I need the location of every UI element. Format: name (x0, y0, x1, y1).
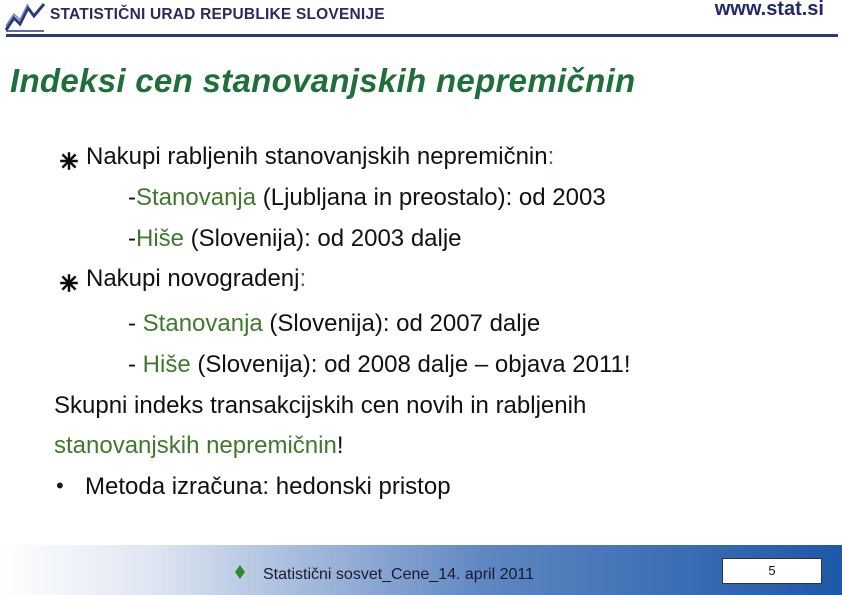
sub-bullet-hise-nove (128, 351, 631, 379)
sub-bullet-detail: (Slovenija): od 2007 dalje (262, 310, 541, 337)
page-number: 5 (722, 558, 822, 584)
sub-bullet-stanovanja-rabljena (128, 184, 606, 212)
header-bar (0, 0, 842, 42)
website-url[interactable]: www.stat.si (714, 0, 824, 20)
bullet-novogradnje (86, 265, 306, 293)
bullet-rabljene-colon: : (547, 143, 555, 170)
sub-bullet-detail: (Slovenija): od 2008 dalje – objava 2011! (190, 351, 631, 378)
bullet-novogradnje-heading: Nakupi novogradenj (86, 265, 300, 292)
skupni-indeks-line-1: Skupni indeks transakcijskih cen novih in rabljenih (54, 392, 587, 419)
sub-bullet-prefix: - (128, 351, 143, 378)
bullet-novogradnje-colon: : (299, 265, 307, 292)
sub-bullet-hise-rabljene (128, 225, 462, 253)
skupni-indeks-line-2 (54, 432, 344, 460)
dot-bullet-icon: • (56, 473, 64, 498)
star-bullet-icon (58, 272, 80, 294)
footer-caption: Statistični sosvet_Cene_14. april 2011 (263, 566, 534, 583)
metoda-izracuna: Metoda izračuna: hedonski pristop (85, 473, 451, 500)
sub-bullet-detail: (Ljubljana in preostalo): od 2003 (256, 184, 606, 211)
sub-bullet-prefix: - (128, 310, 143, 337)
bullet-rabljene (86, 143, 554, 171)
sub-bullet-stanovanja-nova (128, 310, 540, 338)
skupni-indeks-term: stanovanjskih nepremičnin (54, 432, 337, 459)
diamond-bullet-icon (235, 565, 245, 579)
term-stanovanja: Stanovanja (136, 184, 257, 211)
header-divider (6, 34, 838, 37)
sub-bullet-prefix: - (128, 225, 136, 252)
term-hise: Hiše (136, 225, 185, 252)
sub-bullet-detail: (Slovenija): od 2003 dalje (184, 225, 462, 252)
bullet-rabljene-heading: Nakupi rabljenih stanovanjskih nepremičnin (86, 143, 548, 170)
term-hise: Hiše (142, 351, 191, 378)
organization-name: STATISTIČNI URAD REPUBLIKE SLOVENIJE (50, 6, 385, 23)
skupni-indeks-end: ! (336, 432, 344, 459)
sors-logo-icon (4, 0, 46, 34)
term-stanovanja: Stanovanja (142, 310, 263, 337)
slide-title: Indeksi cen stanovanjskih nepremičnin (10, 62, 636, 99)
star-bullet-icon (58, 150, 80, 172)
sub-bullet-prefix: - (128, 184, 136, 211)
